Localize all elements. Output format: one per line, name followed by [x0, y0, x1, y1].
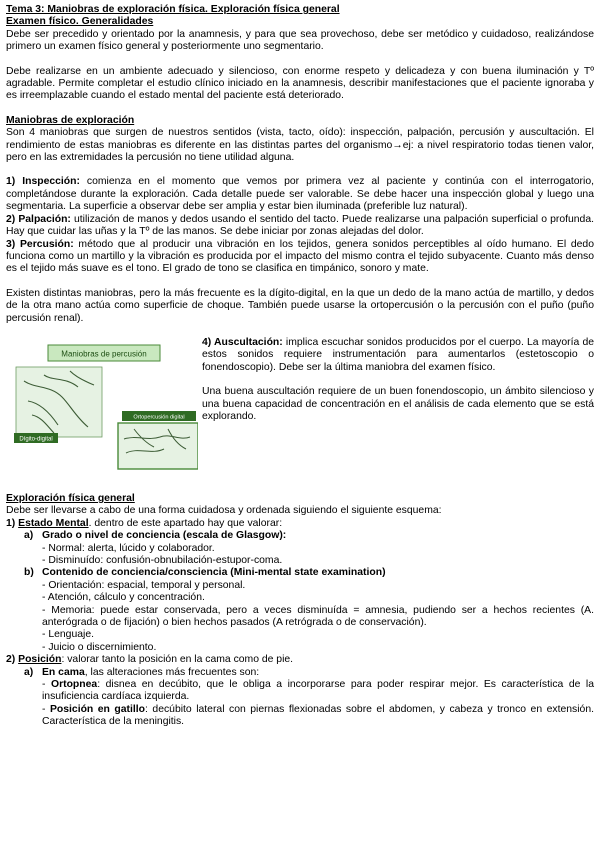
- ortopnea-item: [6, 679, 594, 704]
- maniobra-label: 2) Palpación:: [6, 213, 71, 225]
- estado-mental-label: Estado Mental: [18, 517, 89, 529]
- section-heading-general: Exploración física general: [6, 492, 135, 504]
- document-page: [6, 4, 594, 729]
- figure-title-label: Maniobras de percusión: [61, 349, 147, 359]
- sub-label: a): [24, 666, 34, 678]
- auscultacion-text-column: [202, 337, 594, 423]
- maniobras-paragraph: Son 4 maniobras que surgen de nuestros sentidos (vista, tacto, oído): inspección, palpación, percusión y auscultación. El rendimiento de estas maniobras es diferente en las distintas partes del organismo→ej: a nivel respiratorio todas tienen valor, pero en las extremidades la percusión no tiene utilidad alguna.: [6, 127, 594, 164]
- list-item: - Atención, cálculo y concentración.: [42, 592, 205, 604]
- intro-paragraph-2: Debe realizarse en un ambiente adecuado y silencioso, con enorme respeto y delicadeza y con buena iluminación y Tº agradable. Permite completar el estudio clínico iniciado en la anamnesis, describir manifestaciones que el paciente ignoraba y es irreemplazable cuando el estado mental del paciente está deteriorado.: [6, 65, 594, 102]
- maniobra-palpacion: [6, 214, 594, 239]
- section-heading-generalidades: Examen físico. Generalidades: [6, 16, 154, 28]
- auscultacion-paragraph-2: Una buena auscultación requiere de un buen fonendoscopio, un ámbito silencioso y una buena capacidad de concentración en el análisis de cada elemento que se está explorando.: [202, 386, 594, 422]
- gatillo-label: Posición en gatillo: [49, 703, 146, 715]
- bullet: -: [42, 703, 50, 715]
- sub-title: Grado o nivel de conciencia (escala de Glasgow):: [42, 530, 287, 542]
- list-item: - Orientación: espacial, temporal y personal.: [42, 579, 246, 591]
- digito-label: Dígito-digital: [19, 436, 53, 443]
- maniobra-text: utilización de manos y dedos usando el sentido del tacto. Puede realizarse una palpación superficial o profunda. Hay que cuidar las uñas y la Tº de las manos. Se debe iniciar por zonas alejadas del dolor.: [6, 213, 595, 238]
- list-item: - Disminuído: confusión-obnubilación-estupor-coma.: [42, 554, 283, 566]
- item-number: 2): [6, 654, 19, 666]
- posicion-text: : valorar tanto la posición en la cama como de pie.: [61, 654, 294, 666]
- conciencia-nivel-heading: [6, 530, 594, 542]
- sub-title: En cama: [42, 666, 85, 678]
- sub-label: b): [24, 567, 34, 579]
- maniobra-inspeccion: [6, 176, 594, 213]
- posicion-label: Posición: [18, 654, 62, 666]
- ortopnea-label: Ortopnea: [51, 679, 98, 691]
- document-title: Tema 3: Maniobras de exploración física. Exploración física general: [6, 4, 340, 15]
- maniobra-label: 3) Percusión:: [6, 238, 74, 250]
- conciencia-contenido-heading: [6, 567, 594, 579]
- item-number: 1): [6, 517, 19, 529]
- maniobra-text: comienza en el momento que vemos por primera vez al paciente y continúa con el interrogatorio, completándose durante la exploración. Cada detalle puede ser valorable. Se debe hacer una inspección global y luego una segmentaria. La superficie a observar debe ser amplia y estar bien iluminada (preferible luz natural).: [6, 176, 594, 213]
- estado-mental-item: [6, 518, 594, 530]
- general-intro: Debe ser llevarse a cabo de una forma cuidadosa y ordenada siguiendo el siguiente esquema:: [6, 505, 442, 517]
- maniobra-label: 4) Auscultación:: [202, 336, 283, 348]
- digito-digital-paragraph: Existen distintas maniobras, pero la más frecuente es la dígito-digital, en la que un dedo de la mano actúa de martillo, y dedos de la otra mano actúa como superficie de choque. También puede usarse la ortopercusión o la percusión con el puño (puño percusión renal).: [6, 287, 594, 324]
- maniobra-percusion: [6, 239, 594, 276]
- orto-label: Ortopercusión digital: [133, 414, 185, 421]
- ortopnea-text: : disnea en decúbito, que le obliga a incorporarse para poder respirar mejor. Es característica de la insuficiencia cardíaca izquierda.: [42, 679, 594, 703]
- gatillo-text: : decúbito lateral con piernas flexionadas sobre el abdomen, y cabeza y tronco en extensión. Característica de la meningitis.: [42, 703, 594, 728]
- estado-mental-text: . dentro de este apartado hay que valorar:: [88, 517, 283, 529]
- gatillo-item: [6, 704, 594, 729]
- list-item: - Juicio o discernimiento.: [42, 641, 157, 653]
- list-item: - Memoria: puede estar conservada, pero a veces disminuída = amnesia, pudiendo ser a hechos recientes (A. anterógrada o de fijación) o bien hechos pasados (A retrógrada o de conservación).: [42, 604, 594, 628]
- auscultacion-block: [6, 337, 594, 487]
- orto-image: [118, 423, 198, 469]
- maniobra-text: método que al producir una vibración en los tejidos, genera sonidos perceptibles al oído humano. El dedo funciona como un martillo y la vibración es producida por el impacto del mismo contra el tejido subyacente. Cuanto más denso es el tejido más suave es el tono. El grado de tono se clasifica en timpánico, sonoro y mate.: [6, 238, 594, 275]
- maniobra-text: implica escuchar sonidos producidos por el cuerpo. La mayoría de estos sonidos requiere instrumentación para aumentarlos (estetoscopio o fonendoscopio). Debe ser la última maniobra del examen físico.: [202, 336, 594, 373]
- digito-image: [16, 367, 102, 437]
- intro-paragraph-1: Debe ser precedido y orientado por la anamnesis, y para que sea provechoso, debe ser metódico y cuidadoso, realizándose primero un examen físico general y posteriormente uno segmentario.: [6, 28, 594, 53]
- bullet: -: [42, 679, 51, 691]
- sub-label: a): [24, 530, 34, 542]
- section-heading-maniobras: Maniobras de exploración: [6, 114, 135, 126]
- sub-text: , las alteraciones más frecuentes son:: [84, 666, 260, 678]
- posicion-item: [6, 654, 594, 666]
- maniobra-label: 1) Inspección:: [6, 176, 80, 188]
- list-item: - Lenguaje.: [42, 629, 94, 641]
- percussion-figure: [14, 341, 198, 471]
- en-cama-heading: [6, 667, 594, 679]
- sub-title: Contenido de conciencia/consciencia (Mini-mental state examination): [42, 567, 386, 579]
- list-item: - Normal: alerta, lúcido y colaborador.: [42, 542, 215, 554]
- maniobra-auscultacion: [202, 337, 594, 374]
